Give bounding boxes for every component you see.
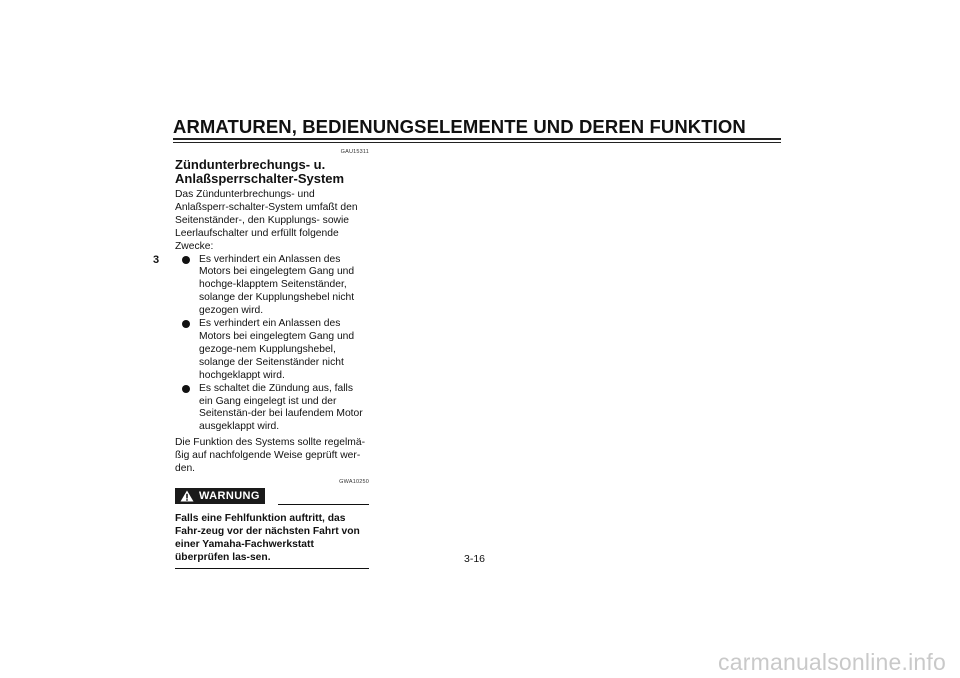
warning-label: WARNUNG	[199, 489, 260, 502]
warning-triangle-icon	[180, 490, 194, 502]
warning-text: Falls eine Fehlfunktion auftritt, das Fahr-zeug vor der nächsten Fahrt von einer Yamaha-Fachwerkstatt überprüfen las-sen.	[175, 512, 369, 569]
bullet-icon	[182, 320, 190, 328]
warning-badge	[175, 488, 265, 504]
list-item	[175, 318, 369, 383]
outro-paragraph: Die Funktion des Systems sollte regelmä-ßig auf nachfolgende Weise geprüft wer-den.	[175, 437, 365, 475]
list-item-text: Es schaltet die Zündung aus, falls ein Gang eingelegt ist und der Seitenstän-der bei laufendem Motor ausgeklappt wird.	[199, 382, 363, 433]
warning-code: GWA10250	[339, 478, 369, 485]
bullet-icon	[182, 256, 190, 264]
list-item-text: Es verhindert ein Anlassen des Motors bei eingelegtem Gang und hochge-klapptem Seitenständer, solange der Kupplungshebel nicht gezogen wird.	[199, 253, 355, 317]
bullet-list	[175, 254, 369, 435]
section-code: GAU15311	[340, 149, 369, 155]
watermark: carmanualsonline.info	[718, 649, 946, 675]
section-heading-line1: Zündunterbrechungs- u.	[175, 157, 326, 172]
section-heading	[175, 158, 369, 186]
intro-paragraph: Das Zündunterbrechungs- und Anlaßsperr-schalter-System umfaßt den Seitenständer-, den Kupplungs- sowie Leerlaufschalter und erfüllt folgende Zwecke:	[175, 189, 358, 252]
list-item	[175, 383, 369, 435]
page-title: ARMATUREN, BEDIENUNGSELEMENTE UND DEREN FUNKTION	[173, 116, 746, 137]
warning-rule	[278, 504, 369, 505]
bullet-icon	[182, 385, 190, 393]
list-item	[175, 254, 369, 319]
header-rule	[173, 138, 781, 140]
section-heading-line2: Anlaßsperrschalter-System	[175, 171, 345, 186]
list-item-text: Es verhindert ein Anlassen des Motors bei eingelegtem Gang und gezoge-nem Kupplungshebel, solange der Seitenständer nicht hochgeklappt wird.	[199, 318, 355, 381]
chapter-tab: 3	[153, 254, 160, 266]
warning-header	[175, 488, 369, 506]
header-rule-thin	[173, 142, 781, 143]
content-column	[175, 148, 369, 569]
page-number: 3-16	[464, 553, 486, 565]
